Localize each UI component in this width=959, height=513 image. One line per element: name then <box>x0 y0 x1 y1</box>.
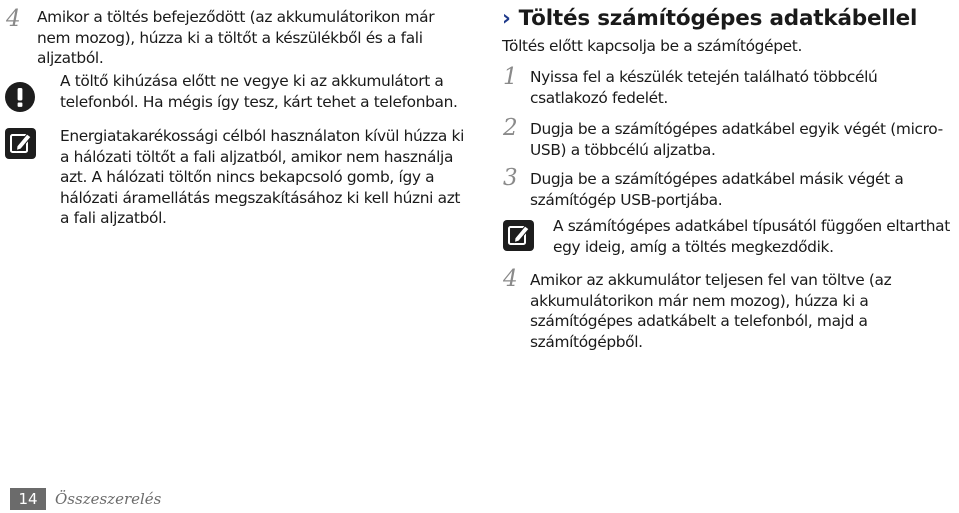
step-number: 4 <box>6 6 21 32</box>
step-text: Amikor a töltés befejeződött (az akkumulátorikon már nem mozog), húzza ki a töltőt a készülékből és a fali aljzatból. <box>37 8 435 67</box>
chevron-right-icon: › <box>502 6 511 31</box>
note-pencil-icon <box>5 128 36 159</box>
warning-text: A töltő kihúzása előtt ne vegye ki az akkumulátort a telefonból. Ha mégis így tesz, kárt tehet a telefonban. <box>60 72 458 111</box>
step-text: Nyissa fel a készülék tetején található többcélú csatlakozó fedelét. <box>530 68 878 107</box>
section-title-text: Töltés számítógépes adatkábellel <box>518 6 918 31</box>
note-pencil-icon <box>503 220 534 251</box>
section-label: Összeszerelés <box>55 490 162 508</box>
note-text: Energiatakarékossági célból használaton kívül húzza ki a hálózati töltőt a fali aljzatból, amikor nem használja azt. A hálózati töltőn nincs bekapcsoló gomb, így a hálózati áramellátás megszakításához ki kell húzni azt a fali aljzatból. <box>60 127 464 227</box>
step-number: 2 <box>503 115 518 141</box>
warning-icon <box>5 82 35 112</box>
step-text: Amikor az akkumulátor teljesen fel van töltve (az akkumulátorikon már nem mozog), húzza ki a számítógépes adatkábelt a telefonból, majd a számítógépből. <box>530 271 892 351</box>
page-number: 14 <box>10 488 46 510</box>
section-intro: Töltés előtt kapcsolja be a számítógépet. <box>502 37 802 55</box>
step-number: 4 <box>503 266 518 292</box>
note-text: A számítógépes adatkábel típusától függően eltarthat egy ideig, amíg a töltés megkezdődik. <box>553 217 950 256</box>
section-title <box>502 6 917 32</box>
step-number: 3 <box>503 165 518 191</box>
step-text: Dugja be a számítógépes adatkábel másik végét a számítógép USB-portjába. <box>530 170 904 209</box>
step-number: 1 <box>503 64 518 90</box>
step-text: Dugja be a számítógépes adatkábel egyik végét (micro-USB) a többcélú aljzatba. <box>530 120 943 159</box>
